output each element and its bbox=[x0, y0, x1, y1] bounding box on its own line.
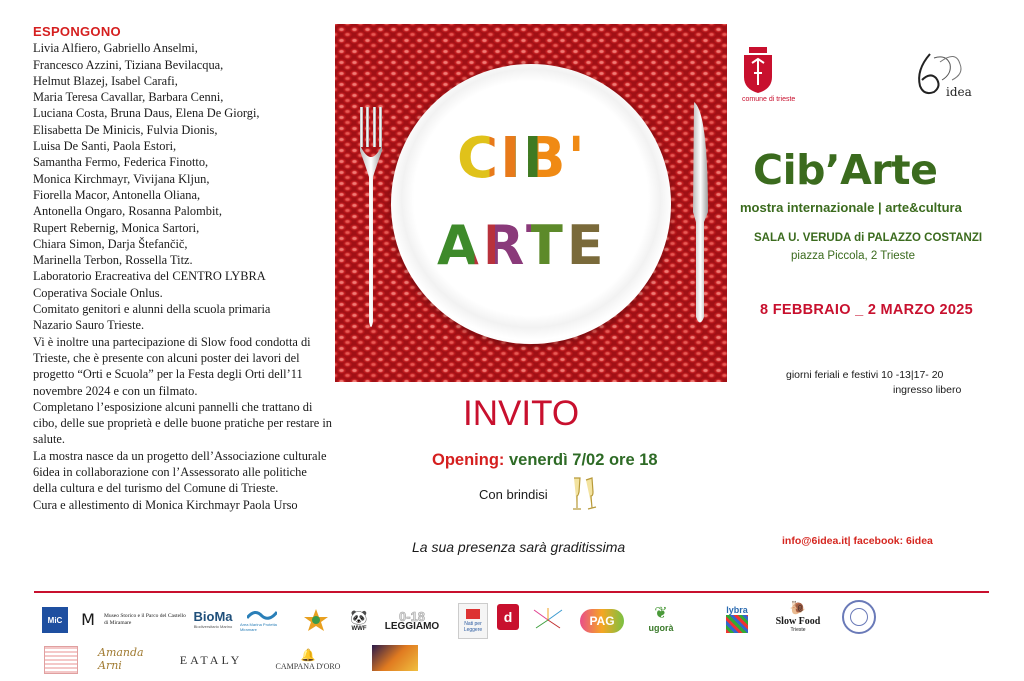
comune-di-trieste-crest-icon bbox=[742, 47, 774, 93]
opening-line bbox=[432, 451, 658, 470]
campana-doro-logo bbox=[270, 645, 346, 673]
6idea-logo-icon bbox=[912, 50, 982, 100]
letter-c: CIB' bbox=[457, 126, 587, 191]
panda-icon: 🐼 bbox=[350, 608, 368, 625]
opening-label: Opening: bbox=[432, 451, 505, 469]
mic-logo: MiC bbox=[42, 607, 68, 633]
slow-food-name: Slow Food bbox=[775, 615, 821, 627]
champagne-glasses-icon bbox=[570, 476, 598, 512]
leggiamo-logo bbox=[376, 604, 448, 636]
slow-food-logo bbox=[762, 598, 834, 634]
red-square-logo-icon: d bbox=[497, 604, 519, 630]
nati-book-icon bbox=[466, 609, 480, 619]
exhibitor-line: Coperativa Sociale Onlus. bbox=[33, 285, 163, 300]
amp-miramare-logo bbox=[240, 606, 284, 634]
plate bbox=[391, 64, 671, 344]
exhibitor-line: Fiorella Macor, Antonella Oliana, bbox=[33, 187, 201, 202]
exhibitor-line: Elisabetta De Minicis, Fulvia Dionis, bbox=[33, 122, 218, 137]
eataly-logo: EATALY bbox=[179, 652, 243, 667]
panels-paragraph: Completano l’esposizione alcuni pannelli che trattano di cibo, delle sue proprietà e delle buone pratiche per restare in salute. bbox=[33, 399, 332, 447]
event-title: Cib’Arte bbox=[753, 146, 938, 194]
wwf-logo bbox=[348, 606, 370, 634]
exhibitor-line: Francesco Azzini, Tiziana Bevilacqua, bbox=[33, 57, 224, 72]
entry-info: ingresso libero bbox=[893, 384, 962, 396]
nati-per-leggere-logo bbox=[458, 603, 488, 639]
wave-icon bbox=[247, 608, 277, 622]
comune-label: comune di trieste bbox=[742, 96, 796, 103]
leaf-icon: ❦ bbox=[654, 605, 668, 622]
round-seal-icon bbox=[842, 600, 876, 634]
sparkle-logo-icon bbox=[530, 606, 566, 634]
presence-note: La sua presenza sarà graditissima bbox=[412, 539, 626, 555]
contact-info[interactable]: info@6idea.it| facebook: 6idea bbox=[782, 535, 933, 547]
letters-arte: ARTE bbox=[437, 214, 608, 277]
red-divider bbox=[34, 591, 989, 593]
pink-logo-icon bbox=[44, 646, 78, 674]
exhibitor-line: Livia Alfiero, Gabriello Anselmi, bbox=[33, 41, 198, 56]
brindisi-text: Con brindisi bbox=[479, 487, 548, 502]
amp-name: Area Marina Protetta Miramare bbox=[240, 622, 277, 632]
exhibitor-line: Helmut Blazej, Isabel Carafi, bbox=[33, 73, 178, 88]
campana-name: CAMPANA D'ORO bbox=[275, 661, 341, 671]
slow-food-sub: Trieste bbox=[790, 626, 806, 633]
opening-value: venerdì 7/02 ore 18 bbox=[504, 451, 658, 469]
arte-produce-lettering bbox=[437, 214, 608, 277]
6idea-logo-text: idea bbox=[946, 85, 972, 99]
bioma-sub: Biodiversitario Marino bbox=[193, 624, 233, 629]
event-address: piazza Piccola, 2 Trieste bbox=[791, 250, 916, 262]
invito-heading: INVITO bbox=[463, 394, 580, 433]
leggiamo-number: 0-18 bbox=[398, 608, 426, 624]
exhibitor-line: Maria Teresa Cavallar, Barbara Cenni, bbox=[33, 90, 224, 105]
amanda-arni-logo: Amanda Arni bbox=[98, 646, 144, 672]
event-venue: SALA U. VERUDA di PALAZZO COSTANZI bbox=[754, 232, 983, 244]
bioma-logo bbox=[192, 608, 234, 630]
exhibitor-line: Monica Kirchmayr, Vivijana Kljun, bbox=[33, 171, 210, 186]
bioma-name: BioMa bbox=[193, 609, 233, 624]
sunset-logo-icon bbox=[372, 645, 418, 671]
castello-crest-icon: Ⅿ bbox=[81, 612, 95, 629]
poster-image bbox=[335, 24, 727, 382]
star-logo-icon bbox=[290, 606, 342, 634]
ugora-name: ugorà bbox=[648, 623, 674, 633]
lybra-name: lybra bbox=[726, 605, 748, 615]
project-paragraph: La mostra nasce da un progetto dell’Associazione culturale 6idea in collaborazione con l’Assessorato alle politiche della cultura e del turismo del Comune di Trieste. bbox=[33, 448, 327, 496]
exhibitor-line: Laboratorio Eracreativa del CENTRO LYBRA bbox=[33, 269, 266, 284]
exhibitor-line: Comitato genitori e alunni della scuola primaria bbox=[33, 302, 271, 317]
exhibitor-line: Antonella Ongaro, Rosanna Palombit, bbox=[33, 204, 222, 219]
bell-icon: 🔔 bbox=[300, 647, 316, 662]
lybra-logo bbox=[722, 600, 752, 638]
exhibitors-heading: ESPONGONO bbox=[33, 24, 121, 39]
exhibitor-line: Luciana Costa, Bruna Daus, Elena De Giorgi, bbox=[33, 106, 260, 121]
slow-food-paragraph: Vi è inoltre una partecipazione di Slow food condotta di Trieste, che è presente con alcuni poster dei lavori del progetto “Orti e Scuola” per la Festa degli Orti dell’11 novembre 2024 e con un filmato. bbox=[33, 334, 311, 398]
pag-logo: PAG bbox=[580, 609, 624, 633]
fork-icon bbox=[358, 107, 384, 332]
event-subtitle: mostra internazionale | arte&cultura bbox=[740, 200, 962, 215]
leggiamo-name: LEGGIAMO bbox=[384, 620, 440, 632]
exhibitor-line: Luisa De Santi, Paola Estori, bbox=[33, 139, 177, 154]
exhibitors-column bbox=[33, 24, 333, 513]
curator-paragraph: Cura e allestimento di Monica Kirchmayr Paola Urso bbox=[33, 497, 298, 512]
opening-hours: giorni feriali e festivi 10 -13|17- 20 bbox=[786, 369, 944, 381]
exhibitor-line: Chiara Simon, Darja Štefančič, bbox=[33, 236, 188, 251]
exhibitor-line: Samantha Fermo, Federica Finotto, bbox=[33, 155, 209, 170]
event-dates: 8 FEBBRAIO _ 2 MARZO 2025 bbox=[760, 302, 973, 318]
exhibitor-line: Rupert Rebernig, Monica Sartori, bbox=[33, 220, 200, 235]
castello-logo: Museo Storico e il Parco del Castello di Miramare bbox=[104, 613, 186, 626]
knife-icon bbox=[688, 102, 712, 327]
snail-icon: 🐌 bbox=[789, 599, 807, 615]
wwf-name: WWF bbox=[351, 625, 367, 632]
exhibitor-line: Nazario Sauro Trieste. bbox=[33, 318, 145, 333]
nati-name: Nati per Leggere bbox=[463, 621, 483, 633]
lybra-pattern-icon bbox=[726, 615, 748, 633]
cib-produce-lettering bbox=[457, 126, 587, 191]
ugora-logo bbox=[640, 600, 682, 636]
exhibitor-line: Marinella Terbon, Rossella Titz. bbox=[33, 253, 193, 268]
